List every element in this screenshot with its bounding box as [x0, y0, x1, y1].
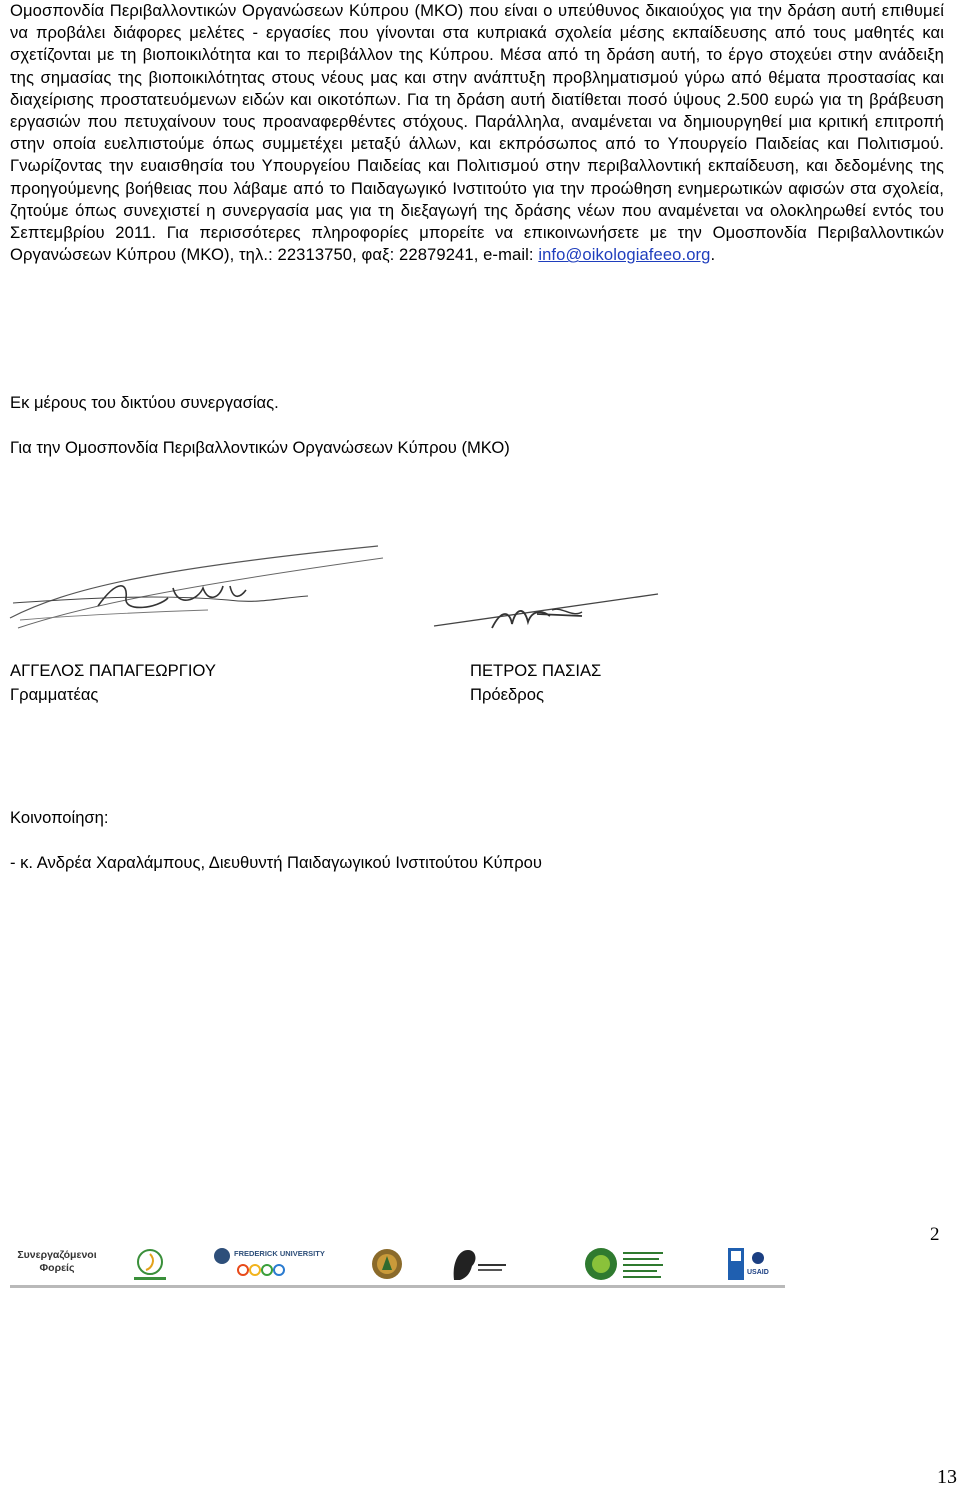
- signature-2-image: [432, 588, 662, 640]
- cc-label: Κοινοποίηση:: [10, 808, 109, 827]
- signature-1-image: [8, 528, 388, 640]
- footer-divider: [10, 1285, 785, 1288]
- partner-federation-logo-icon: [583, 1246, 673, 1286]
- cc-recipient: - κ. Ανδρέα Χαραλάμπους, Διευθυντή Παιδαγωγικού Ινστιτούτου Κύπρου: [10, 853, 542, 872]
- partner-athena-logo-icon: [448, 1244, 508, 1286]
- signatory-1: [10, 659, 216, 707]
- inner-page-number: 2: [930, 1224, 940, 1245]
- rings-icon: [236, 1263, 296, 1277]
- email-suffix: .: [710, 245, 716, 265]
- signatory-1-role: Γραμματέας: [10, 685, 99, 704]
- frederick-label: FREDERICK UNIVERSITY: [234, 1249, 325, 1258]
- email-link[interactable]: info@oikologiafeeo.org: [538, 245, 711, 265]
- signatory-2: [470, 659, 601, 707]
- page-number: 13: [937, 1466, 957, 1488]
- closing-line: Εκ μέρους του δικτύου συνεργασίας.: [10, 393, 279, 412]
- usaid-label: USAID: [747, 1269, 769, 1276]
- on-behalf-line: Για την Ομοσπονδία Περιβαλλοντικών Οργανώσεων Κύπρου (ΜΚΟ): [10, 438, 510, 457]
- usaid-icon: [747, 1251, 769, 1265]
- partners-label: Συνεργαζόμενοι Φορείς: [17, 1249, 97, 1274]
- signatory-2-role: Πρόεδρος: [470, 685, 544, 704]
- undp-usaid-logo: [727, 1247, 771, 1283]
- letter-body: [10, 0, 944, 266]
- frederick-crest-icon: [212, 1246, 232, 1266]
- signatory-2-name: ΠΕΤΡΟΣ ΠΑΣΙΑΣ: [470, 661, 602, 680]
- partner-logo-1-icon: [128, 1244, 172, 1284]
- frederick-university-logo: [212, 1246, 336, 1284]
- letter-paragraph: Ομοσπονδία Περιβαλλοντικών Οργανώσεων Κύπρου (ΜΚΟ) που είναι ο υπεύθυνος δικαιούχος για την δράση αυτή επιθυμεί να προβάλει διάφορες μελέτες - εργασίες που γίνονται στα κυπριακά σχολεία μέσης εκπαίδευσης από τους μαθητές και σχετίζονται με τη βιοποικιλότητα και το περιβάλλον της Κύπρου. Μέσα από τη δράση αυτή, το έργο στοχεύει στην ανάδειξη της σημασίας της βιοποικιλότητας στους νέους μας και στην ανάπτυξη προβληματισμού γύρω από θέματα προστασίας και διαχείρισης προστατευόμενων ειδών και οικοτόπων. Για τη δράση αυτή διατίθεται ποσό ύψους 2.500 ευρώ για τη βράβευση εργασιών που πετυχαίνουν τους προαναφερθέντες στόχους. Παράλληλα, αναμένεται να δημιουργηθεί μια κριτική επιτροπή στην οποία ευελπιστούμε όπως συμμετέχει μεταξύ άλλων, και εκπρόσωπος από το Υπουργείο Παιδείας και Πολιτισμού. Γνωρίζοντας την ευαισθησία του Υπουργείου Παιδείας και Πολιτισμού στην περιβαλλοντική εκπαίδευση, και δεδομένης της προηγούμενης βοήθειας που λάβαμε από το Παιδαγωγικό Ινστιτούτο για την προώθηση ενημερωτικών αφισών στα σχολεία, ζητούμε όπως συνεχιστεί η συνεργασία μας για τη διεξαγωγή της δράσης νέων που αναμένεται να ολοκληρωθεί εντός του Σεπτεμβρίου 2011. Για περισσότερες πληροφορίες μπορείτε να επικοινωνήσετε με την Ομοσπονδία Περιβαλλοντικών Οργανώσεων Κύπρου (ΜΚΟ), τηλ.: 22313750, φαξ: 22879241, e-mail:: [10, 1, 944, 265]
- partner-seal-icon: [370, 1246, 404, 1282]
- signatory-1-name: ΑΓΓΕΛΟΣ ΠΑΠΑΓΕΩΡΓΙΟΥ: [10, 661, 216, 680]
- undp-icon: [727, 1247, 745, 1281]
